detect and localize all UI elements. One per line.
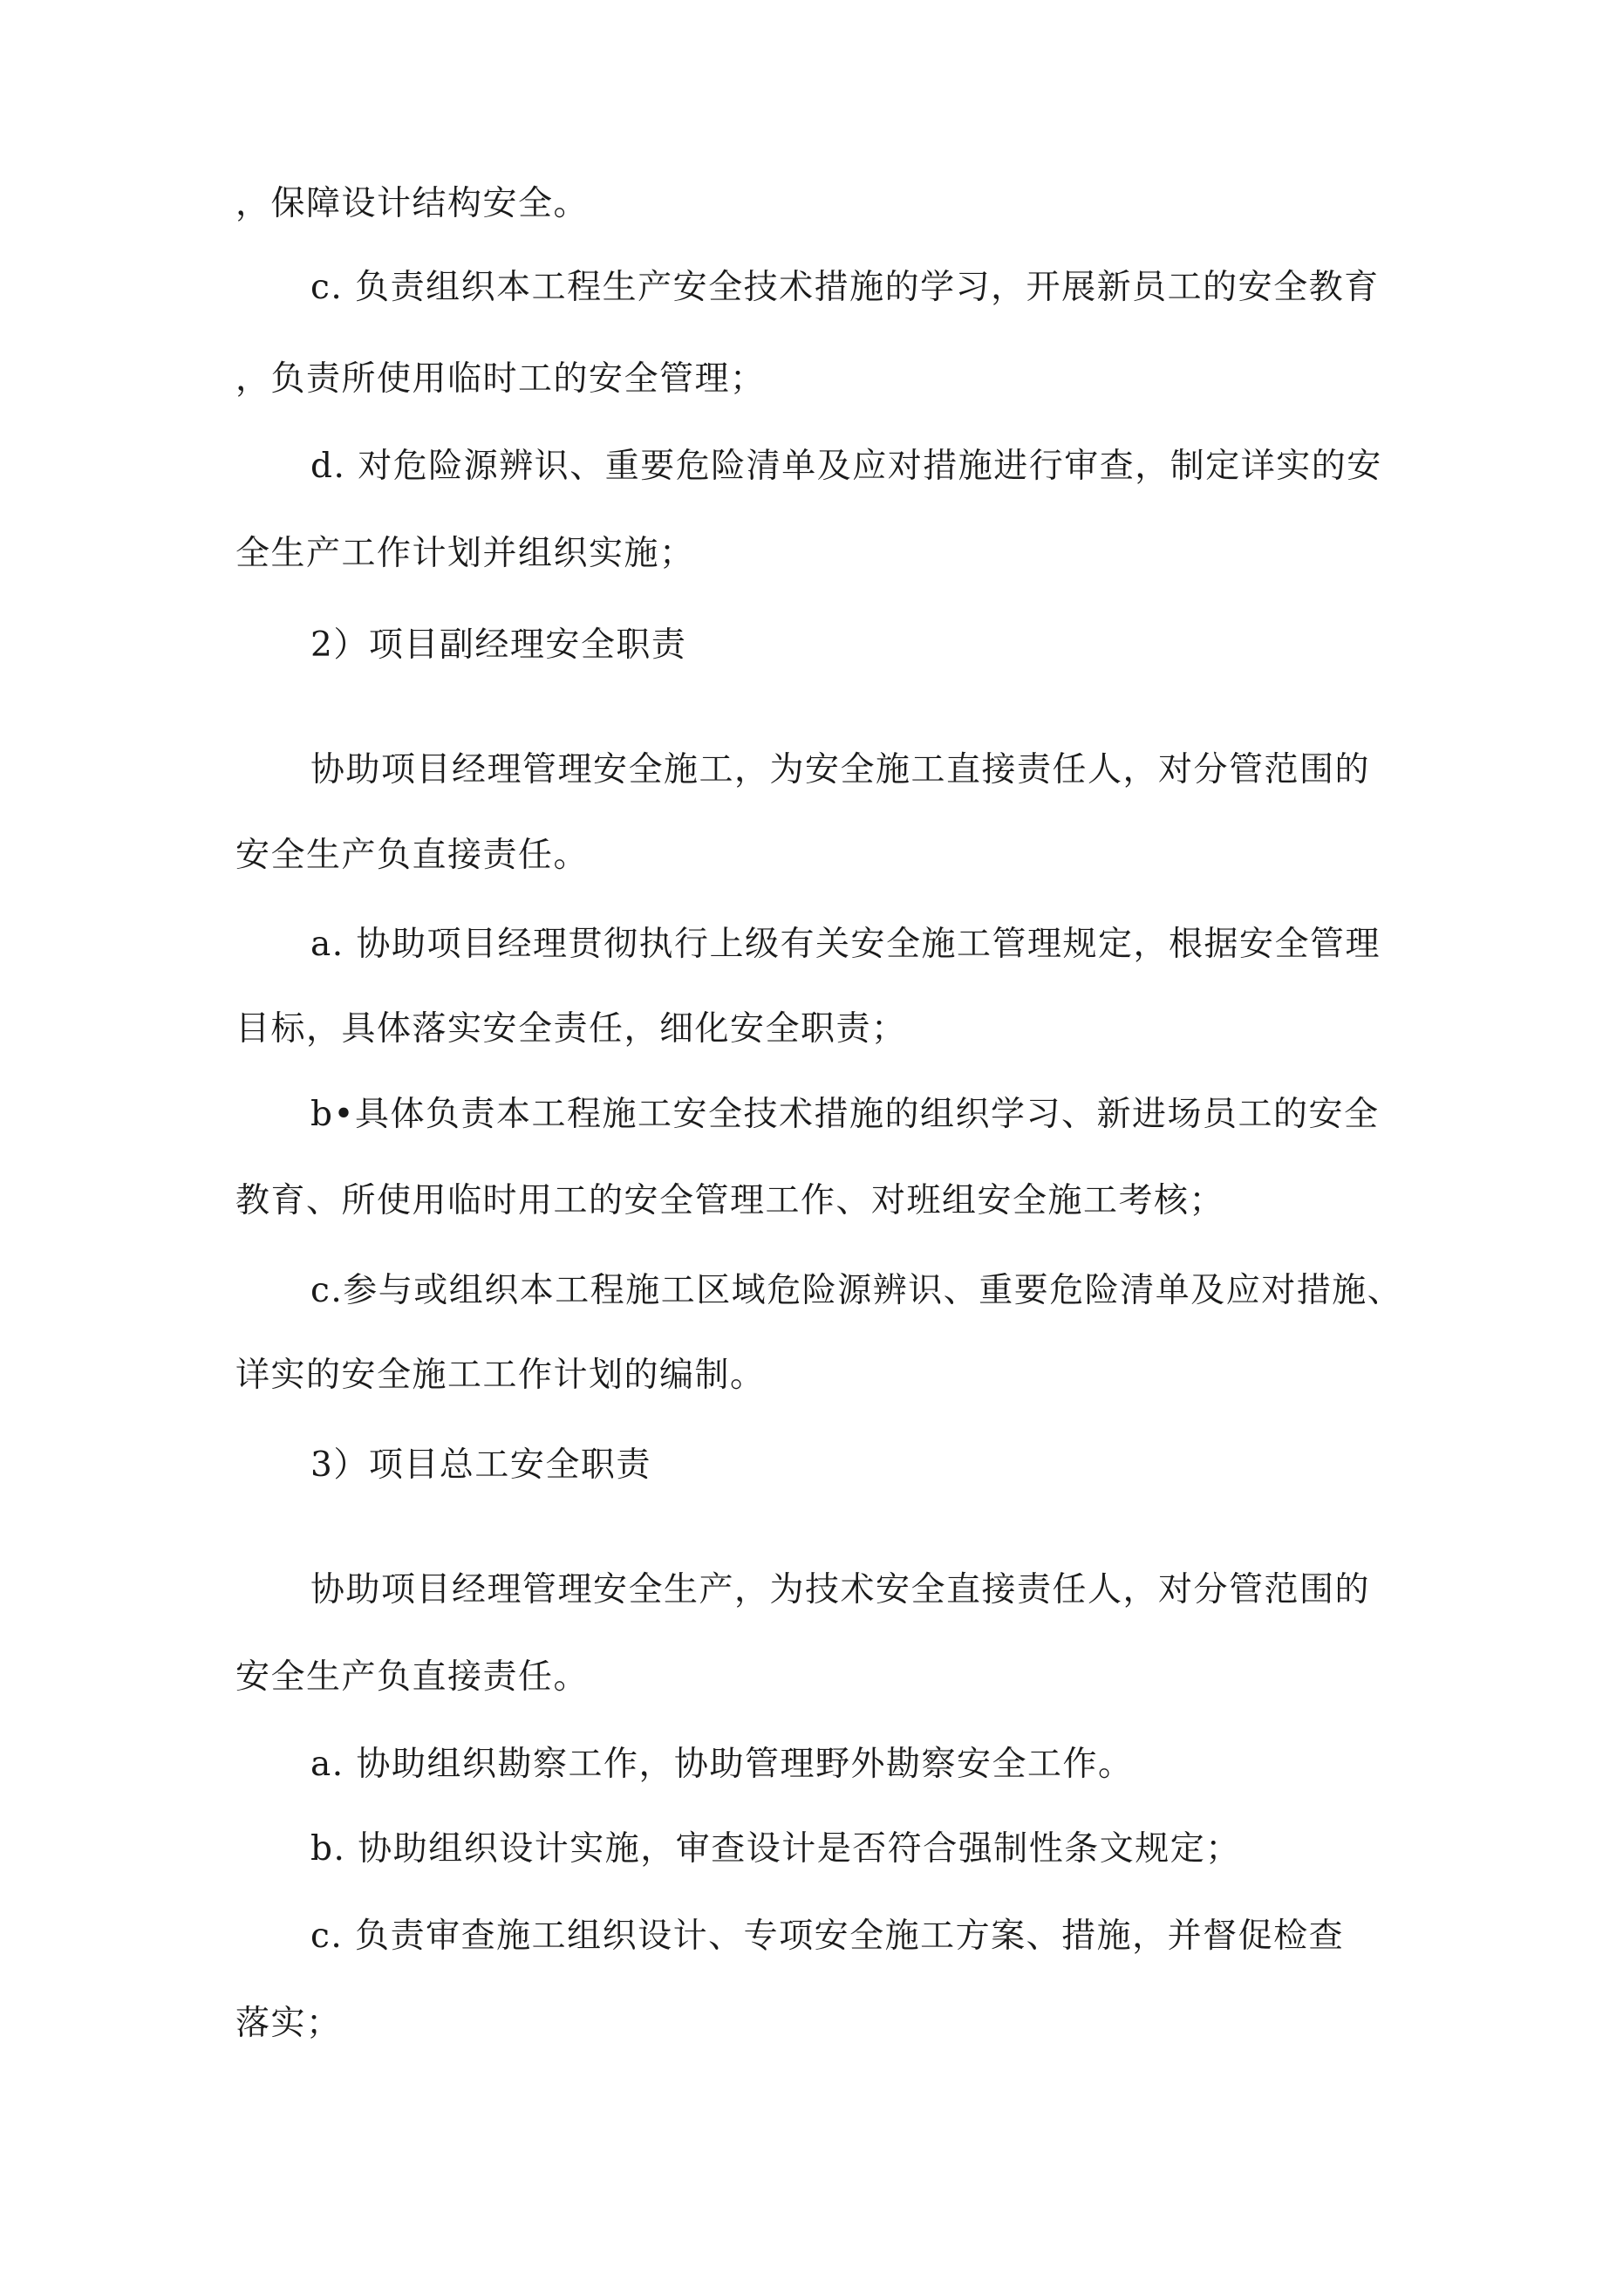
list-item-b: b•具体负责本工程施工安全技术措施的组织学习、新进场员工的安全	[310, 1095, 1380, 1134]
paragraph-line: 协助项目经理管理安全生产，为技术安全直接责任人，对分管范围的	[310, 1570, 1371, 1609]
list-item-d: d. 对危险源辨识、重要危险清单及应对措施进行审查，制定详实的安	[310, 447, 1382, 486]
text-line: 落实；	[235, 2004, 342, 2043]
list-item-c: c. 负责组织本工程生产安全技术措施的学习，开展新员工的安全教育	[310, 268, 1380, 307]
paragraph-line: 协助项目经理管理安全施工，为安全施工直接责任人，对分管范围的	[310, 750, 1371, 789]
text-line: 目标，具体落实安全责任，细化安全职责；	[235, 1009, 907, 1049]
list-item-c: c.参与或组织本工程施工区域危险源辨识、重要危险清单及应对措施、	[310, 1271, 1403, 1310]
text-line: ，保障设计结构安全。	[235, 184, 590, 223]
list-item-a: a. 协助项目经理贯彻执行上级有关安全施工管理规定，根据安全管理	[310, 925, 1381, 964]
list-item-a: a. 协助组织勘察工作，协助管理野外勘察安全工作。	[310, 1745, 1134, 1784]
text-line: 教育、所使用临时用工的安全管理工作、对班组安全施工考核；	[235, 1181, 1225, 1220]
text-line: 安全生产负直接责任。	[235, 1657, 590, 1697]
text-line: 详实的安全施工工作计划的编制。	[235, 1356, 766, 1395]
text-line: ，负责所使用临时工的安全管理；	[235, 359, 766, 399]
section-heading: 2）项目副经理安全职责	[310, 625, 687, 665]
section-heading: 3）项目总工安全职责	[310, 1445, 651, 1485]
text-line: 全生产工作计划并组织实施；	[235, 534, 695, 573]
list-item-c: c. 负责审查施工组织设计、专项安全施工方案、措施，并督促检查	[310, 1917, 1345, 1956]
text-line: 安全生产负直接责任。	[235, 836, 590, 875]
list-item-b: b. 协助组织设计实施，审查设计是否符合强制性条文规定；	[310, 1829, 1241, 1869]
